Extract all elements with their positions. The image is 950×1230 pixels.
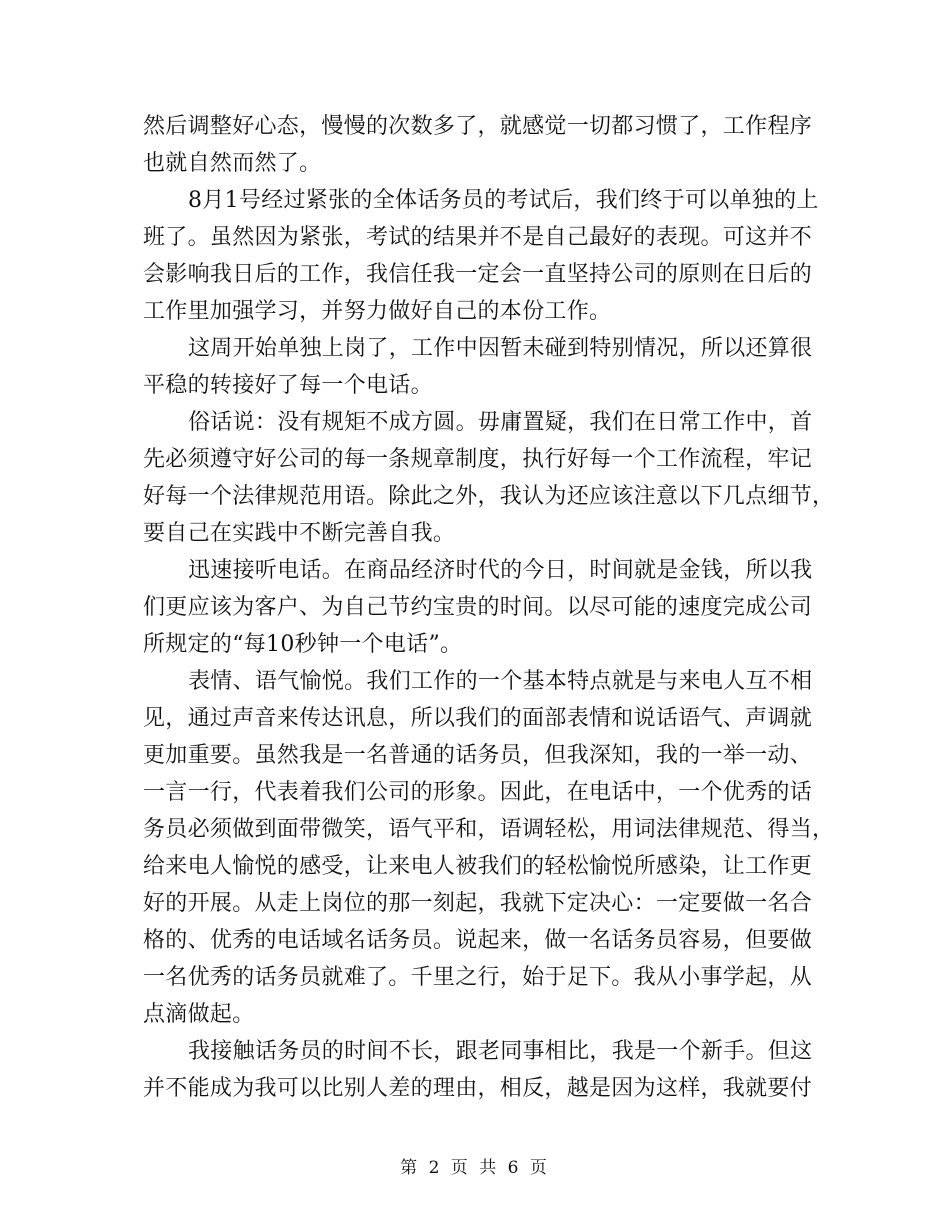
text-line: 班了。虽然因为紧张，考试的结果并不是自己最好的表现。可这并不 <box>143 225 813 250</box>
text-line: 要自己在实践中不断完善自我。 <box>143 521 456 546</box>
paragraph-start-line: 这周开始单独上岗了，工作中因暂未碰到特别情况，所以还算很 <box>188 336 813 361</box>
page-number-footer: 第 2 页 共 6 页 <box>400 1158 550 1178</box>
text-line: 并不能成为我可以比别人差的理由，相反，越是因为这样，我就要付 <box>143 1076 813 1101</box>
paragraph-start-line: 迅速接听电话。在商品经济时代的今日，时间就是金钱，所以我 <box>188 558 813 583</box>
text-line: 平稳的转接好了每一个电话。 <box>143 373 433 398</box>
text-line: 给来电人愉悦的感受，让来电人被我们的轻松愉悦所感染，让工作更 <box>143 854 813 879</box>
text-line: 格的、优秀的电话域名话务员。说起来，做一名话务员容易，但要做 <box>143 928 813 953</box>
text-line: 们更应该为客户、为自己节约宝贵的时间。以尽可能的速度完成公司 <box>143 595 813 620</box>
text-line: 先必须遵守好公司的每一条规章制度，执行好每一个工作流程，牢记 <box>143 447 813 472</box>
text-line: 一言一行，代表着我们公司的形象。因此，在电话中，一个优秀的话 <box>143 780 813 805</box>
text-line: 然后调整好心态，慢慢的次数多了，就感觉一切都习惯了，工作程序 <box>143 114 813 139</box>
paragraph-start-line: 俗话说：没有规矩不成方圆。毋庸置疑，我们在日常工作中，首 <box>188 410 813 435</box>
text-line: 见，通过声音来传达讯息，所以我们的面部表情和说话语气、声调就 <box>143 706 813 731</box>
paragraph-start-line: 8月1号经过紧张的全体话务员的考试后，我们终于可以单独的上 <box>188 188 819 213</box>
text-line: 好每一个法律规范用语。除此之外，我认为还应该注意以下几点细节， <box>143 484 835 509</box>
text-line: 一名优秀的话务员就难了。千里之行，始于足下。我从小事学起，从 <box>143 965 813 990</box>
text-line: 会影响我日后的工作，我信任我一定会一直坚持公司的原则在日后的 <box>143 262 813 287</box>
text-line: 务员必须做到面带微笑，语气平和，语调轻松，用词法律规范、得当， <box>143 817 835 842</box>
text-line: 工作里加强学习，并努力做好自己的本份工作。 <box>143 299 612 324</box>
text-line: 点滴做起。 <box>143 1002 255 1027</box>
text-line: 也就自然而然了。 <box>143 151 322 176</box>
text-line: 所规定的“每10秒钟一个电话”。 <box>143 632 463 657</box>
paragraph-start-line: 我接触话务员的时间不长，跟老同事相比，我是一个新手。但这 <box>188 1039 813 1064</box>
paragraph-start-line: 表情、语气愉悦。我们工作的一个基本特点就是与来电人互不相 <box>188 669 813 694</box>
text-line: 好的开展。从走上岗位的那一刻起，我就下定决心：一定要做一名合 <box>143 891 813 916</box>
text-line: 更加重要。虽然我是一名普通的话务员，但我深知，我的一举一动、 <box>143 743 813 768</box>
body-text <box>143 108 835 1107</box>
